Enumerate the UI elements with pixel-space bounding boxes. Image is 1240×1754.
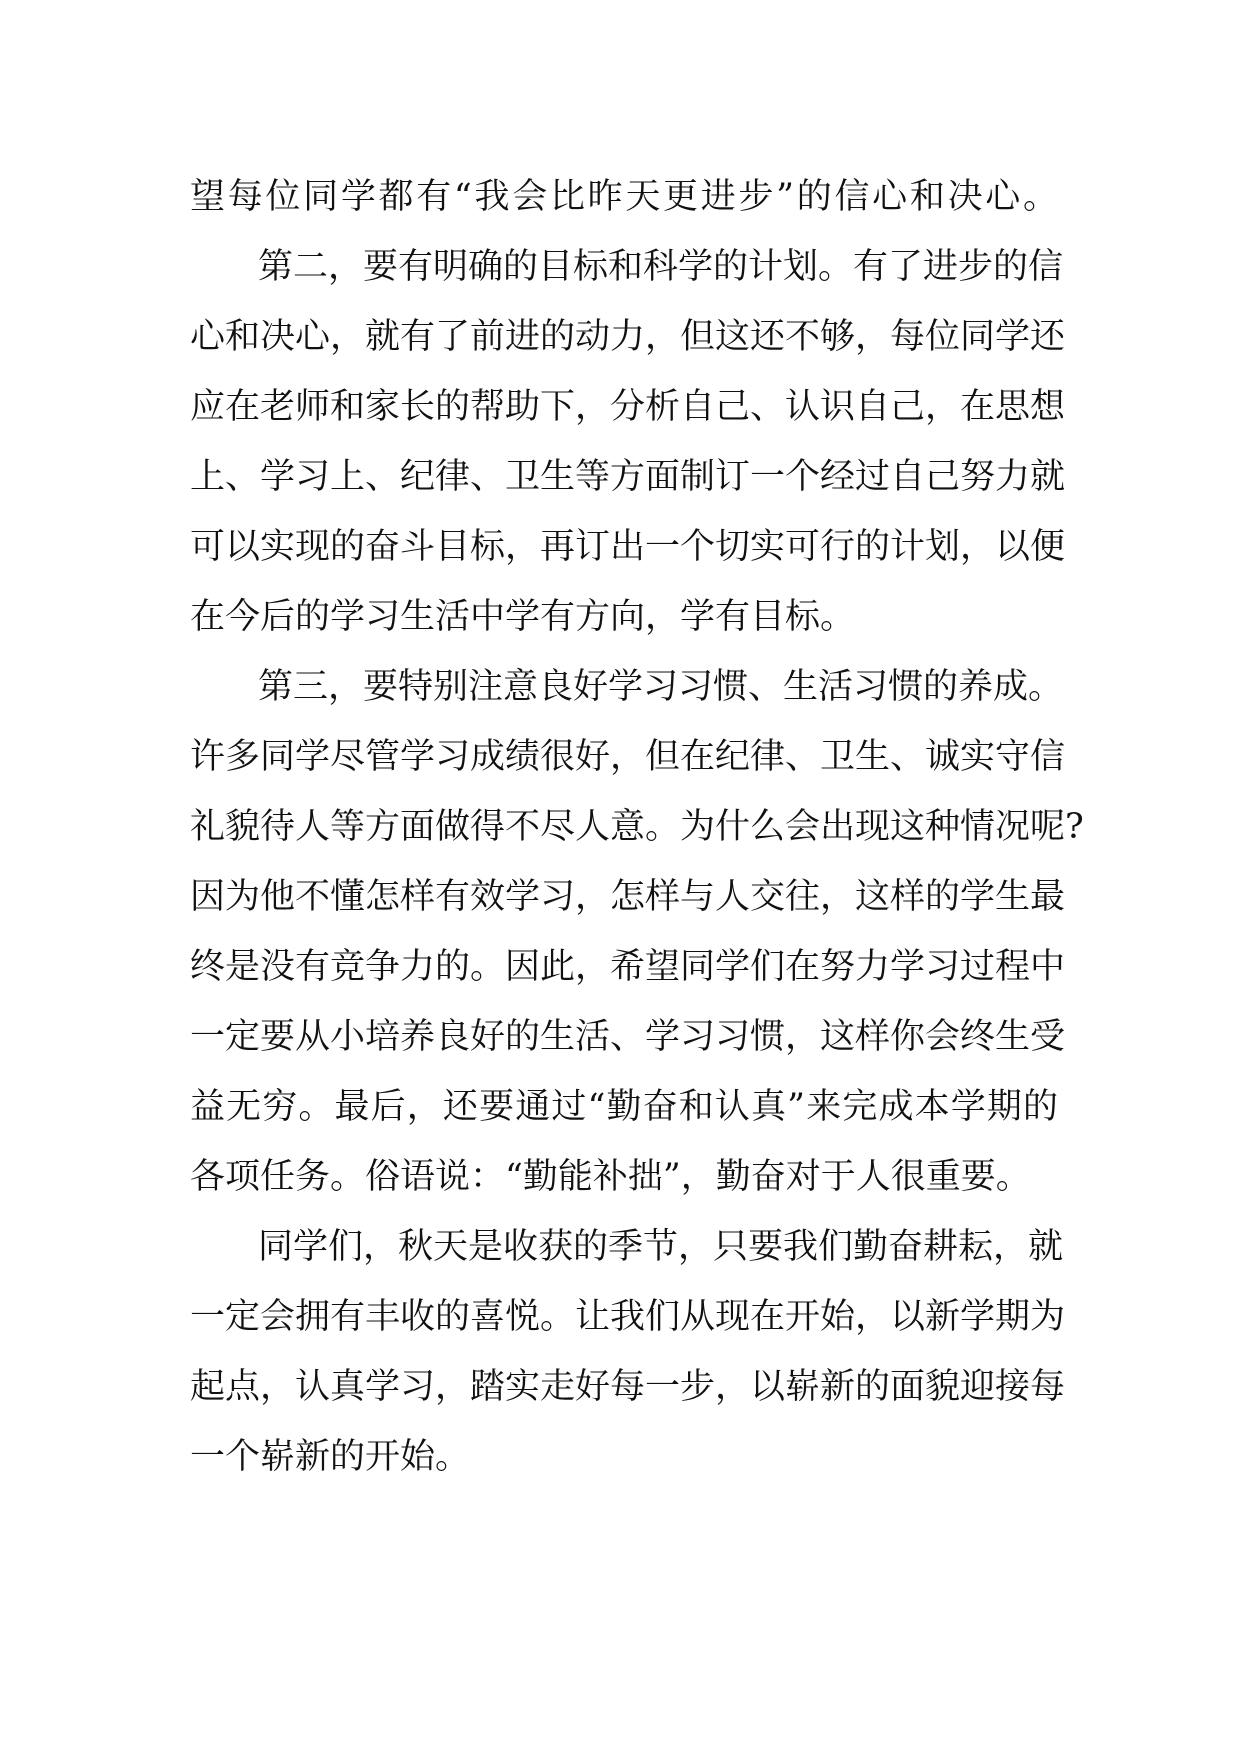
text-line-7: 在今后的学习生活中学有方向，学有目标。 [190,597,856,637]
paragraph-4-first-line: 同学们，秋天是收获的季节，只要我们勤奋耕耘，就 [258,1227,1064,1267]
text-line-6: 可以实现的奋斗目标，再订出一个切实可行的计划，以便 [190,527,1066,567]
text-line-17: 一定会拥有丰收的喜悦。让我们从现在开始，以新学期为 [190,1297,1066,1337]
paragraph-3-first-line: 第三，要特别注意良好学习习惯、生活习惯的养成。 [258,667,1064,707]
text-line-14: 益无穷。最后，还要通过“勤奋和认真”来完成本学期的 [190,1087,1058,1127]
text-line-4: 应在老师和家长的帮助下，分析自己、认识自己，在思想 [190,387,1066,427]
text-line-11: 因为他不懂怎样有效学习，怎样与人交往，这样的学生最 [190,877,1066,917]
text-line-13: 一定要从小培养良好的生活、学习习惯，这样你会终生受 [190,1017,1066,1057]
text-line-9: 许多同学尽管学习成绩很好，但在纪律、卫生、诚实守信 [190,737,1066,777]
text-line-5: 上、学习上、纪律、卫生等方面制订一个经过自己努力就 [190,457,1066,497]
text-line-10: 礼貌待人等方面做得不尽人意。为什么会出现这种情况呢? [190,807,1084,847]
text-line-15: 各项任务。俗语说：“勤能补拙”，勤奋对于人很重要。 [190,1157,1031,1197]
text-line-18: 起点，认真学习，踏实走好每一步，以崭新的面貌迎接每 [190,1367,1066,1407]
text-line-12: 终是没有竞争力的。因此，希望同学们在努力学习过程中 [190,947,1066,987]
text-line-19: 一个崭新的开始。 [190,1437,471,1477]
text-line-3: 心和决心，就有了前进的动力，但这还不够，每位同学还 [190,317,1066,357]
paragraph-2-first-line: 第二，要有明确的目标和科学的计划。有了进步的信 [258,247,1064,287]
text-line-1: 望每位同学都有“我会比昨天更进步”的信心和决心。 [190,177,1058,217]
